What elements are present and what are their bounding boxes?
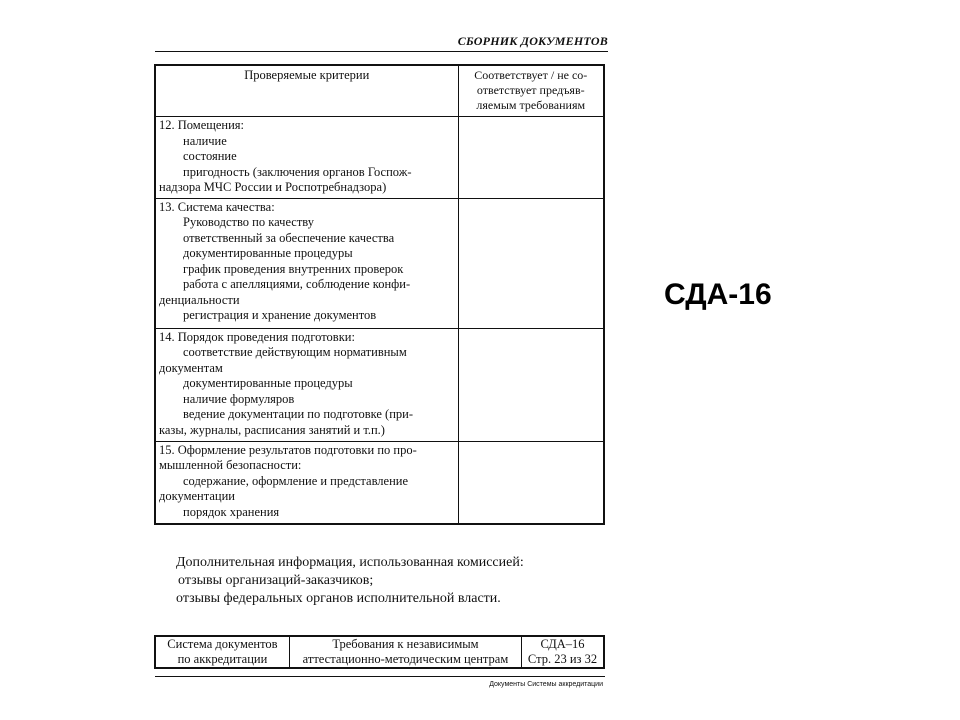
- footer-text: Требования к независимым: [332, 637, 479, 651]
- table-row: [155, 441, 604, 524]
- header-rule: [155, 51, 608, 52]
- criterion-line: наличие формуляров: [183, 391, 295, 406]
- section-title: 13. Система качества:: [159, 199, 275, 214]
- additional-info-item: отзывы организаций-заказчиков;: [178, 573, 374, 588]
- table-row: [155, 198, 604, 328]
- conformity-cell: [458, 328, 604, 441]
- section-title: 15. Оформление результатов подготовки по про-: [159, 442, 417, 457]
- criterion-line: содержание, оформление и представление: [183, 473, 409, 488]
- footer-text: аттестационно-методическим центрам: [302, 652, 509, 666]
- footer-table: [154, 635, 605, 669]
- footer-text: Система документов: [167, 637, 278, 651]
- additional-info-item: отзывы федеральных органов исполнительной власти.: [176, 591, 501, 606]
- criterion-line: документам: [159, 360, 223, 375]
- criterion-line: ведение документации по подготовке (при-: [183, 407, 414, 421]
- conformity-header-line: ответствует предъяв-: [476, 83, 585, 97]
- footer-row: [155, 636, 604, 668]
- footer-text: по аккредитации: [177, 652, 268, 666]
- criterion-line: денциальности: [159, 292, 240, 307]
- section-title: 14. Порядок проведения подготовки:: [159, 329, 355, 344]
- criterion-line: регистрация и хранение документов: [183, 308, 377, 322]
- footer-system-cell: [155, 636, 289, 668]
- footer-text: Стр. 23 из 32: [527, 652, 598, 666]
- conformity-header-line: ляемым требованиям: [476, 98, 586, 112]
- criterion-line: порядок хранения: [183, 504, 280, 519]
- conformity-cell: [458, 117, 604, 199]
- bottom-caption: Документы Системы аккредитации: [489, 681, 603, 688]
- bottom-rule: [155, 676, 605, 677]
- column-header-conformity: [458, 65, 604, 117]
- footer-requirements-cell: [289, 636, 521, 668]
- criterion-line: ответственный за обеспечение качества: [183, 230, 395, 245]
- criterion-line: документированные процедуры: [183, 376, 353, 390]
- section-title: 12. Помещения:: [159, 118, 245, 132]
- collection-title: СБОРНИК ДОКУМЕНТОВ: [457, 34, 608, 48]
- footer-page-cell: [522, 636, 604, 668]
- additional-info: [176, 554, 524, 608]
- conformity-header-line: Соответствует / не со-: [474, 68, 588, 82]
- criterion-line: работа с апелляциями, соблюдение конфи-: [183, 277, 411, 291]
- criterion-cell: [155, 198, 458, 328]
- criterion-line: Руководство по качеству: [183, 215, 315, 229]
- criterion-line: пригодность (заключения органов Госпож-: [183, 164, 412, 179]
- criterion-line: казы, журналы, расписания занятий и т.п.): [159, 422, 385, 437]
- document-code-label: СДА-16: [664, 278, 772, 311]
- table-row: [155, 328, 604, 441]
- footer-text: СДА–16: [540, 637, 585, 651]
- criterion-line: соответствие действующим нормативным: [183, 345, 407, 359]
- criterion-line: документации: [159, 489, 235, 503]
- criterion-line: состояние: [183, 149, 237, 163]
- criteria-table: [154, 64, 605, 525]
- conformity-cell: [458, 441, 604, 524]
- criterion-line: мышленной безопасности:: [159, 458, 302, 472]
- column-header-criteria: Проверяемые критерии: [155, 65, 458, 117]
- criterion-cell: [155, 328, 458, 441]
- criterion-cell: [155, 441, 458, 524]
- additional-info-heading: Дополнительная информация, использованная комиссией:: [176, 555, 524, 570]
- criterion-line: надзора МЧС России и Роспотребнадзора): [159, 180, 387, 194]
- criterion-cell: [155, 117, 458, 199]
- criterion-line: наличие: [183, 133, 227, 148]
- criterion-line: график проведения внутренних проверок: [183, 261, 404, 276]
- table-header-row: [155, 65, 604, 117]
- table-row: [155, 117, 604, 199]
- conformity-cell: [458, 198, 604, 328]
- criterion-line: документированные процедуры: [183, 246, 353, 260]
